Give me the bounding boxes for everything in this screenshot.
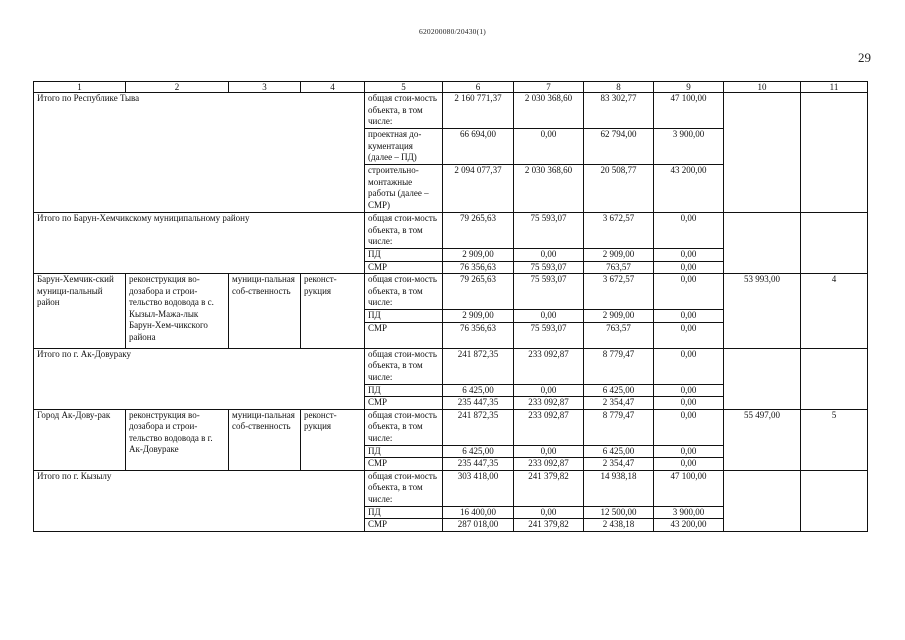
value-cell: 3 900,00 xyxy=(654,129,724,165)
value-cell: 83 302,77 xyxy=(584,93,654,129)
empty-cell xyxy=(801,470,868,531)
value-cell: 0,00 xyxy=(654,397,724,410)
value-cell: 66 694,00 xyxy=(443,129,514,165)
value-cell: 287 018,00 xyxy=(443,519,514,532)
value-cell: 6 425,00 xyxy=(443,384,514,397)
column-number: 2 xyxy=(126,82,229,93)
row-label: ПД xyxy=(365,249,443,262)
value-cell: 2 094 077,37 xyxy=(443,165,514,213)
group-title: Итого по г. Кызылу xyxy=(34,470,365,531)
table-row xyxy=(34,470,868,506)
table-row xyxy=(34,213,868,249)
value-cell: 0,00 xyxy=(654,458,724,471)
value-cell: 3 900,00 xyxy=(654,506,724,519)
table-row xyxy=(34,409,868,445)
group-title: Итого по Республике Тыва xyxy=(34,93,365,213)
row-label: проектная до-кументация (далее – ПД) xyxy=(365,129,443,165)
value-cell: 6 425,00 xyxy=(443,445,514,458)
row-label: общая стои-мость объекта, в том числе: xyxy=(365,348,443,384)
table-row xyxy=(34,274,868,310)
value-cell: 3 672,57 xyxy=(584,213,654,249)
value-cell: 14 938,18 xyxy=(584,470,654,506)
budget-table xyxy=(33,81,868,532)
row-label: СМР xyxy=(365,458,443,471)
value-cell: 0,00 xyxy=(654,445,724,458)
value-cell: 0,00 xyxy=(514,506,584,519)
value-cell: 0,00 xyxy=(654,249,724,262)
municipality-cell: Барун-Хемчик-ский муници-пальный район xyxy=(34,274,126,349)
index-cell: 4 xyxy=(801,274,868,349)
value-cell: 763,57 xyxy=(584,322,654,348)
value-cell: 0,00 xyxy=(654,322,724,348)
value-cell: 0,00 xyxy=(654,348,724,384)
value-cell: 79 265,63 xyxy=(443,213,514,249)
value-cell: 2 030 368,60 xyxy=(514,93,584,129)
value-cell: 0,00 xyxy=(514,384,584,397)
row-label: строительно-монтажные работы (далее – СМР) xyxy=(365,165,443,213)
group-title: Итого по г. Ак-Довураку xyxy=(34,348,365,409)
page-number: 29 xyxy=(858,50,871,65)
row-label: ПД xyxy=(365,384,443,397)
value-cell: 75 593,07 xyxy=(514,213,584,249)
value-cell: 2 909,00 xyxy=(443,249,514,262)
value-cell: 2 909,00 xyxy=(584,310,654,323)
value-cell: 241 872,35 xyxy=(443,348,514,384)
value-cell: 47 100,00 xyxy=(654,93,724,129)
empty-cell xyxy=(801,93,868,213)
value-cell: 235 447,35 xyxy=(443,458,514,471)
column-number: 9 xyxy=(654,82,724,93)
value-cell: 75 593,07 xyxy=(514,322,584,348)
value-cell: 75 593,07 xyxy=(514,261,584,274)
value-cell: 0,00 xyxy=(654,409,724,445)
row-label: СМР xyxy=(365,261,443,274)
value-cell: 75 593,07 xyxy=(514,274,584,310)
value-cell: 233 092,87 xyxy=(514,397,584,410)
value-cell: 0,00 xyxy=(654,274,724,310)
value-cell: 2 030 368,60 xyxy=(514,165,584,213)
column-number: 11 xyxy=(801,82,868,93)
ownership-cell: муници-пальная соб-ственность xyxy=(229,409,301,470)
row-label: общая стои-мость объекта, в том числе: xyxy=(365,93,443,129)
row-label: общая стои-мость объекта, в том числе: xyxy=(365,213,443,249)
column-number: 10 xyxy=(724,82,801,93)
value-cell: 2 438,18 xyxy=(584,519,654,532)
column-number: 1 xyxy=(34,82,126,93)
value-cell: 0,00 xyxy=(654,310,724,323)
value-cell: 2 909,00 xyxy=(584,249,654,262)
value-cell: 12 500,00 xyxy=(584,506,654,519)
value-cell: 233 092,87 xyxy=(514,409,584,445)
value-cell: 8 779,47 xyxy=(584,348,654,384)
table-row xyxy=(34,93,868,129)
value-cell: 2 354,47 xyxy=(584,397,654,410)
row-label: СМР xyxy=(365,519,443,532)
value-cell: 0,00 xyxy=(654,213,724,249)
object-name-cell: реконструкция во-дозабора и строи-тельство водовода в г. Ак-Довураке xyxy=(126,409,229,470)
column-number: 8 xyxy=(584,82,654,93)
empty-cell xyxy=(801,213,868,274)
row-label: ПД xyxy=(365,506,443,519)
value-cell: 79 265,63 xyxy=(443,274,514,310)
row-label: общая стои-мость объекта, в том числе: xyxy=(365,274,443,310)
value-cell: 62 794,00 xyxy=(584,129,654,165)
value-cell: 47 100,00 xyxy=(654,470,724,506)
value-cell: 0,00 xyxy=(654,384,724,397)
row-label: ПД xyxy=(365,445,443,458)
value-cell: 241 379,82 xyxy=(514,519,584,532)
value-cell: 43 200,00 xyxy=(654,519,724,532)
value-cell: 0,00 xyxy=(514,445,584,458)
document-code: 620200080/20430(1) xyxy=(419,27,486,36)
work-type-cell: реконст-рукция xyxy=(301,274,365,349)
row-label: общая стои-мость объекта, в том числе: xyxy=(365,470,443,506)
value-cell: 76 356,63 xyxy=(443,261,514,274)
row-label: СМР xyxy=(365,322,443,348)
empty-cell xyxy=(724,213,801,274)
value-cell: 763,57 xyxy=(584,261,654,274)
column-number: 7 xyxy=(514,82,584,93)
index-cell: 5 xyxy=(801,409,868,470)
empty-cell xyxy=(801,348,868,409)
value-cell: 235 447,35 xyxy=(443,397,514,410)
work-type-cell: реконст-рукция xyxy=(301,409,365,470)
column-numbers-row xyxy=(34,82,868,93)
value-cell: 0,00 xyxy=(514,249,584,262)
column-number: 6 xyxy=(443,82,514,93)
capacity-cell: 55 497,00 xyxy=(724,409,801,470)
value-cell: 76 356,63 xyxy=(443,322,514,348)
value-cell: 241 872,35 xyxy=(443,409,514,445)
empty-cell xyxy=(724,348,801,409)
group-title: Итого по Барун-Хемчикскому муниципальному району xyxy=(34,213,365,274)
row-label: общая стои-мость объекта, в том числе: xyxy=(365,409,443,445)
row-label: СМР xyxy=(365,397,443,410)
value-cell: 6 425,00 xyxy=(584,445,654,458)
value-cell: 16 400,00 xyxy=(443,506,514,519)
value-cell: 2 160 771,37 xyxy=(443,93,514,129)
value-cell: 20 508,77 xyxy=(584,165,654,213)
empty-cell xyxy=(724,93,801,213)
row-label: ПД xyxy=(365,310,443,323)
value-cell: 43 200,00 xyxy=(654,165,724,213)
table-row xyxy=(34,348,868,384)
column-number: 5 xyxy=(365,82,443,93)
value-cell: 2 909,00 xyxy=(443,310,514,323)
value-cell: 6 425,00 xyxy=(584,384,654,397)
value-cell: 0,00 xyxy=(654,261,724,274)
object-name-cell: реконструкция во-дозабора и строи-тельство водовода в с. Кызыл-Мажа-лык Барун-Хем-чикского района xyxy=(126,274,229,349)
value-cell: 8 779,47 xyxy=(584,409,654,445)
municipality-cell: Город Ак-Дову-рак xyxy=(34,409,126,470)
value-cell: 3 672,57 xyxy=(584,274,654,310)
value-cell: 233 092,87 xyxy=(514,458,584,471)
empty-cell xyxy=(724,470,801,531)
value-cell: 233 092,87 xyxy=(514,348,584,384)
capacity-cell: 53 993,00 xyxy=(724,274,801,349)
column-number: 3 xyxy=(229,82,301,93)
value-cell: 241 379,82 xyxy=(514,470,584,506)
value-cell: 2 354,47 xyxy=(584,458,654,471)
ownership-cell: муници-пальная соб-ственность xyxy=(229,274,301,349)
value-cell: 0,00 xyxy=(514,129,584,165)
value-cell: 0,00 xyxy=(514,310,584,323)
value-cell: 303 418,00 xyxy=(443,470,514,506)
column-number: 4 xyxy=(301,82,365,93)
